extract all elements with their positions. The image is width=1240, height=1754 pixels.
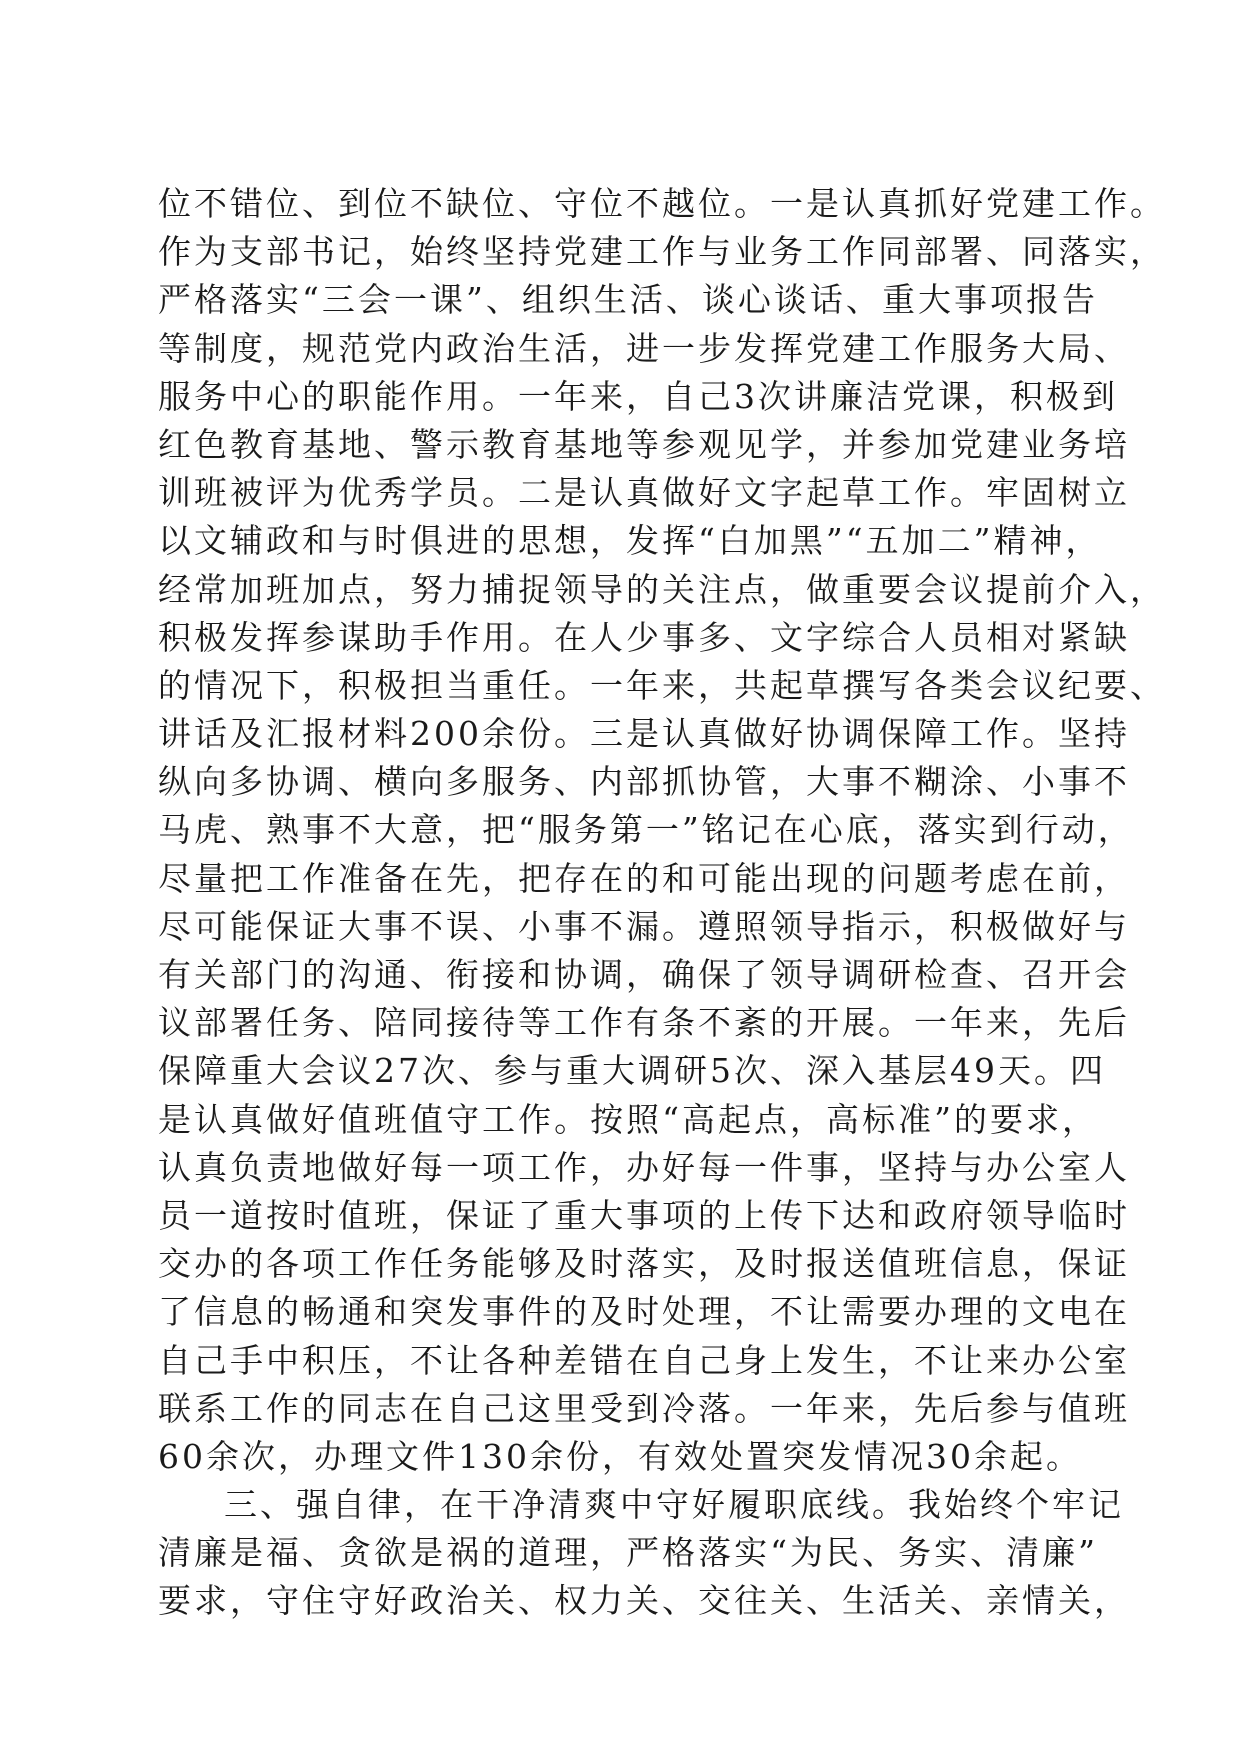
text-line: 作为支部书记，始终坚持党建工作与业务工作同部署、同落实， xyxy=(158,232,1166,272)
text-line: 经常加班加点，努力捕捉领导的关注点，做重要会议提前介入， xyxy=(158,569,1166,609)
text-line: 认真负责地做好每一项工作，办好每一件事，坚持与办公室人 xyxy=(158,1147,1130,1187)
text-line: 是认真做好值班值守工作。按照“高起点，高标准”的要求， xyxy=(158,1099,1098,1139)
text-line: 的情况下，积极担当重任。一年来，共起草撰写各类会议纪要、 xyxy=(158,665,1166,705)
text-line: 尽可能保证大事不误、小事不漏。遵照领导指示，积极做好与 xyxy=(158,906,1130,946)
text-line: 积极发挥参谋助手作用。在人少事多、文字综合人员相对紧缺 xyxy=(158,617,1130,657)
text-line: 位不错位、到位不缺位、守位不越位。一是认真抓好党建工作。 xyxy=(158,184,1166,223)
body-text xyxy=(158,180,1166,1626)
text-line: 清廉是福、贪欲是祸的道理，严格落实“为民、务实、清廉” xyxy=(158,1533,1098,1573)
text-line: 红色教育基地、警示教育基地等参观见学，并参加党建业务培 xyxy=(158,424,1130,464)
text-line: 员一道按时值班，保证了重大事项的上传下达和政府领导临时 xyxy=(158,1195,1130,1235)
text-line: 60余次，办理文件130余份，有效处置突发情况30余起。 xyxy=(158,1436,1082,1476)
text-line: 有关部门的沟通、衔接和协调，确保了领导调研检查、召开会 xyxy=(158,955,1130,994)
text-line: 保障重大会议27次、参与重大调研5次、深入基层49天。四 xyxy=(158,1051,1106,1091)
text-line: 尽量把工作准备在先，把存在的和可能出现的问题考虑在前， xyxy=(158,858,1130,898)
text-line: 自己手中积压，不让各种差错在自己身上发生，不让来办公室 xyxy=(158,1340,1130,1380)
text-line: 了信息的畅通和突发事件的及时处理，不让需要办理的文电在 xyxy=(158,1292,1130,1332)
text-line: 训班被评为优秀学员。二是认真做好文字起草工作。牢固树立 xyxy=(158,473,1130,513)
text-line: 要求，守住守好政治关、权力关、交往关、生活关、亲情关， xyxy=(158,1581,1130,1621)
text-line: 纵向多协调、横向多服务、内部抓协管，大事不糊涂、小事不 xyxy=(158,762,1130,802)
text-line: 讲话及汇报材料200余份。三是认真做好协调保障工作。坚持 xyxy=(158,714,1130,754)
section-heading-line: 三、强自律，在干净清爽中守好履职底线。我始终个牢记 xyxy=(224,1485,1124,1525)
text-line: 以文辅政和与时俱进的思想，发挥“白加黑”“五加二”精神， xyxy=(158,521,1102,561)
text-line: 议部署任务、陪同接待等工作有条不紊的开展。一年来，先后 xyxy=(158,1003,1130,1043)
text-line: 严格落实“三会一课”、组织生活、谈心谈话、重大事项报告 xyxy=(158,280,1098,320)
text-line: 等制度，规范党内政治生活，进一步发挥党建工作服务大局、 xyxy=(158,328,1130,368)
text-line: 马虎、熟事不大意，把“服务第一”铭记在心底，落实到行动， xyxy=(158,810,1134,850)
text-line: 服务中心的职能作用。一年来，自己3次讲廉洁党课，积极到 xyxy=(158,376,1118,416)
text-line: 联系工作的同志在自己这里受到冷落。一年来，先后参与值班 xyxy=(158,1388,1130,1428)
text-line: 交办的各项工作任务能够及时落实，及时报送值班信息，保证 xyxy=(158,1244,1130,1284)
